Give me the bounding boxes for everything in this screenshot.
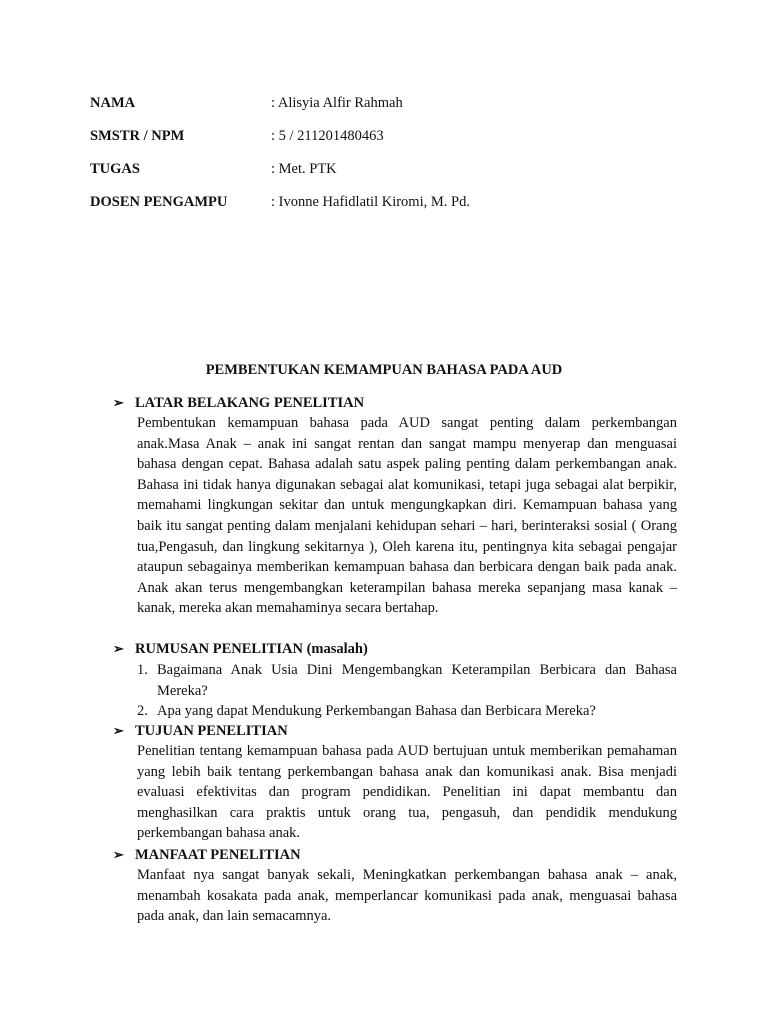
info-label: DOSEN PENGAMPU [90,194,228,210]
info-value: : Met. PTK [271,161,337,177]
list-item [137,660,677,701]
info-label: TUGAS [90,161,140,177]
paragraph-latar-belakang: Pembentukan kemampuan bahasa pada AUD sangat penting dalam perkembangan anak.Masa Anak – anak ini sangat rentan dan sangat mampu menyerap dan menguasai bahasa dengan cepat. Bahasa adalah satu aspek paling penting dalam perkembangan anak. Bahasa ini tidak hanya digunakan sebagai alat komunikasi, tetapi juga sebagai alat berpikir, memahami lingkungan sekitar dan untuk mengungkapkan diri. Kemampuan bahasa yang baik itu sangat penting dalam menjalani kehidupan sehari – hari, berinteraksi sosial ( Orang tua,Pengasuh, dan lingkung sekitarnya ), Oleh karena itu, pentingnya kita sebagai pengajar ataupun sebagainya memberikan kemampuan bahasa dan berbicara dengan baik pada anak. Anak akan terus mengembangkan keterampilan bahasa mereka sepanjang masa kanak – kanak, mereka akan memahaminya secara bertahap. [137,415,677,617]
section-heading-tujuan [113,721,288,741]
document-title: PEMBENTUKAN KEMAMPUAN BAHASA PADA AUD [205,362,563,378]
info-value: : Ivonne Hafidlatil Kiromi, M. Pd. [271,194,470,210]
section-heading-latar-belakang [113,393,364,413]
section-heading-text: TUJUAN PENELITIAN [135,723,288,739]
info-value: : 5 / 211201480463 [271,128,384,144]
arrow-bullet-icon: ➢ [113,641,124,656]
arrow-bullet-icon: ➢ [113,395,124,410]
arrow-bullet-icon: ➢ [113,847,124,862]
section-heading-text: RUMUSAN PENELITIAN (masalah) [135,641,368,657]
info-label: SMSTR / NPM [90,128,185,144]
info-label: NAMA [90,95,136,111]
list-item-number: 1. [137,662,148,678]
arrow-bullet-icon: ➢ [113,723,124,738]
section-heading-manfaat [113,845,301,865]
paragraph-manfaat: Manfaat nya sangat banyak sekali, Meningkatkan perkembangan bahasa anak – anak, menambah kosakata pada anak, memperlancar komunikasi pada anak, menguasai bahasa pada anak, dan lain semacamnya. [137,867,677,925]
section-heading-text: LATAR BELAKANG PENELITIAN [135,395,365,411]
list-item-text: Apa yang dapat Mendukung Perkembangan Bahasa dan Berbicara Mereka? [157,703,596,719]
section-heading-rumusan [113,639,368,659]
section-heading-text: MANFAAT PENELITIAN [135,847,301,863]
paragraph-tujuan: Penelitian tentang kemampuan bahasa pada AUD bertujuan untuk memberikan pemahaman yang lebih baik tentang perkembangan bahasa anak dan komunikasi anak. Bisa menjadi evaluasi efektivitas dan program pendidikan. Penelitian ini dapat membantu dan menghasilkan cara praktis untuk orang tua, pengasuh, dan pendidik mendukung perkembangan bahasa anak. [137,743,677,842]
info-value: : Alisyia Alfir Rahmah [271,95,403,111]
list-item-number: 2. [137,703,148,719]
list-item-text: Bagaimana Anak Usia Dini Mengembangkan Keterampilan Berbicara dan Bahasa Mereka? [157,662,677,699]
list-item [137,701,677,722]
